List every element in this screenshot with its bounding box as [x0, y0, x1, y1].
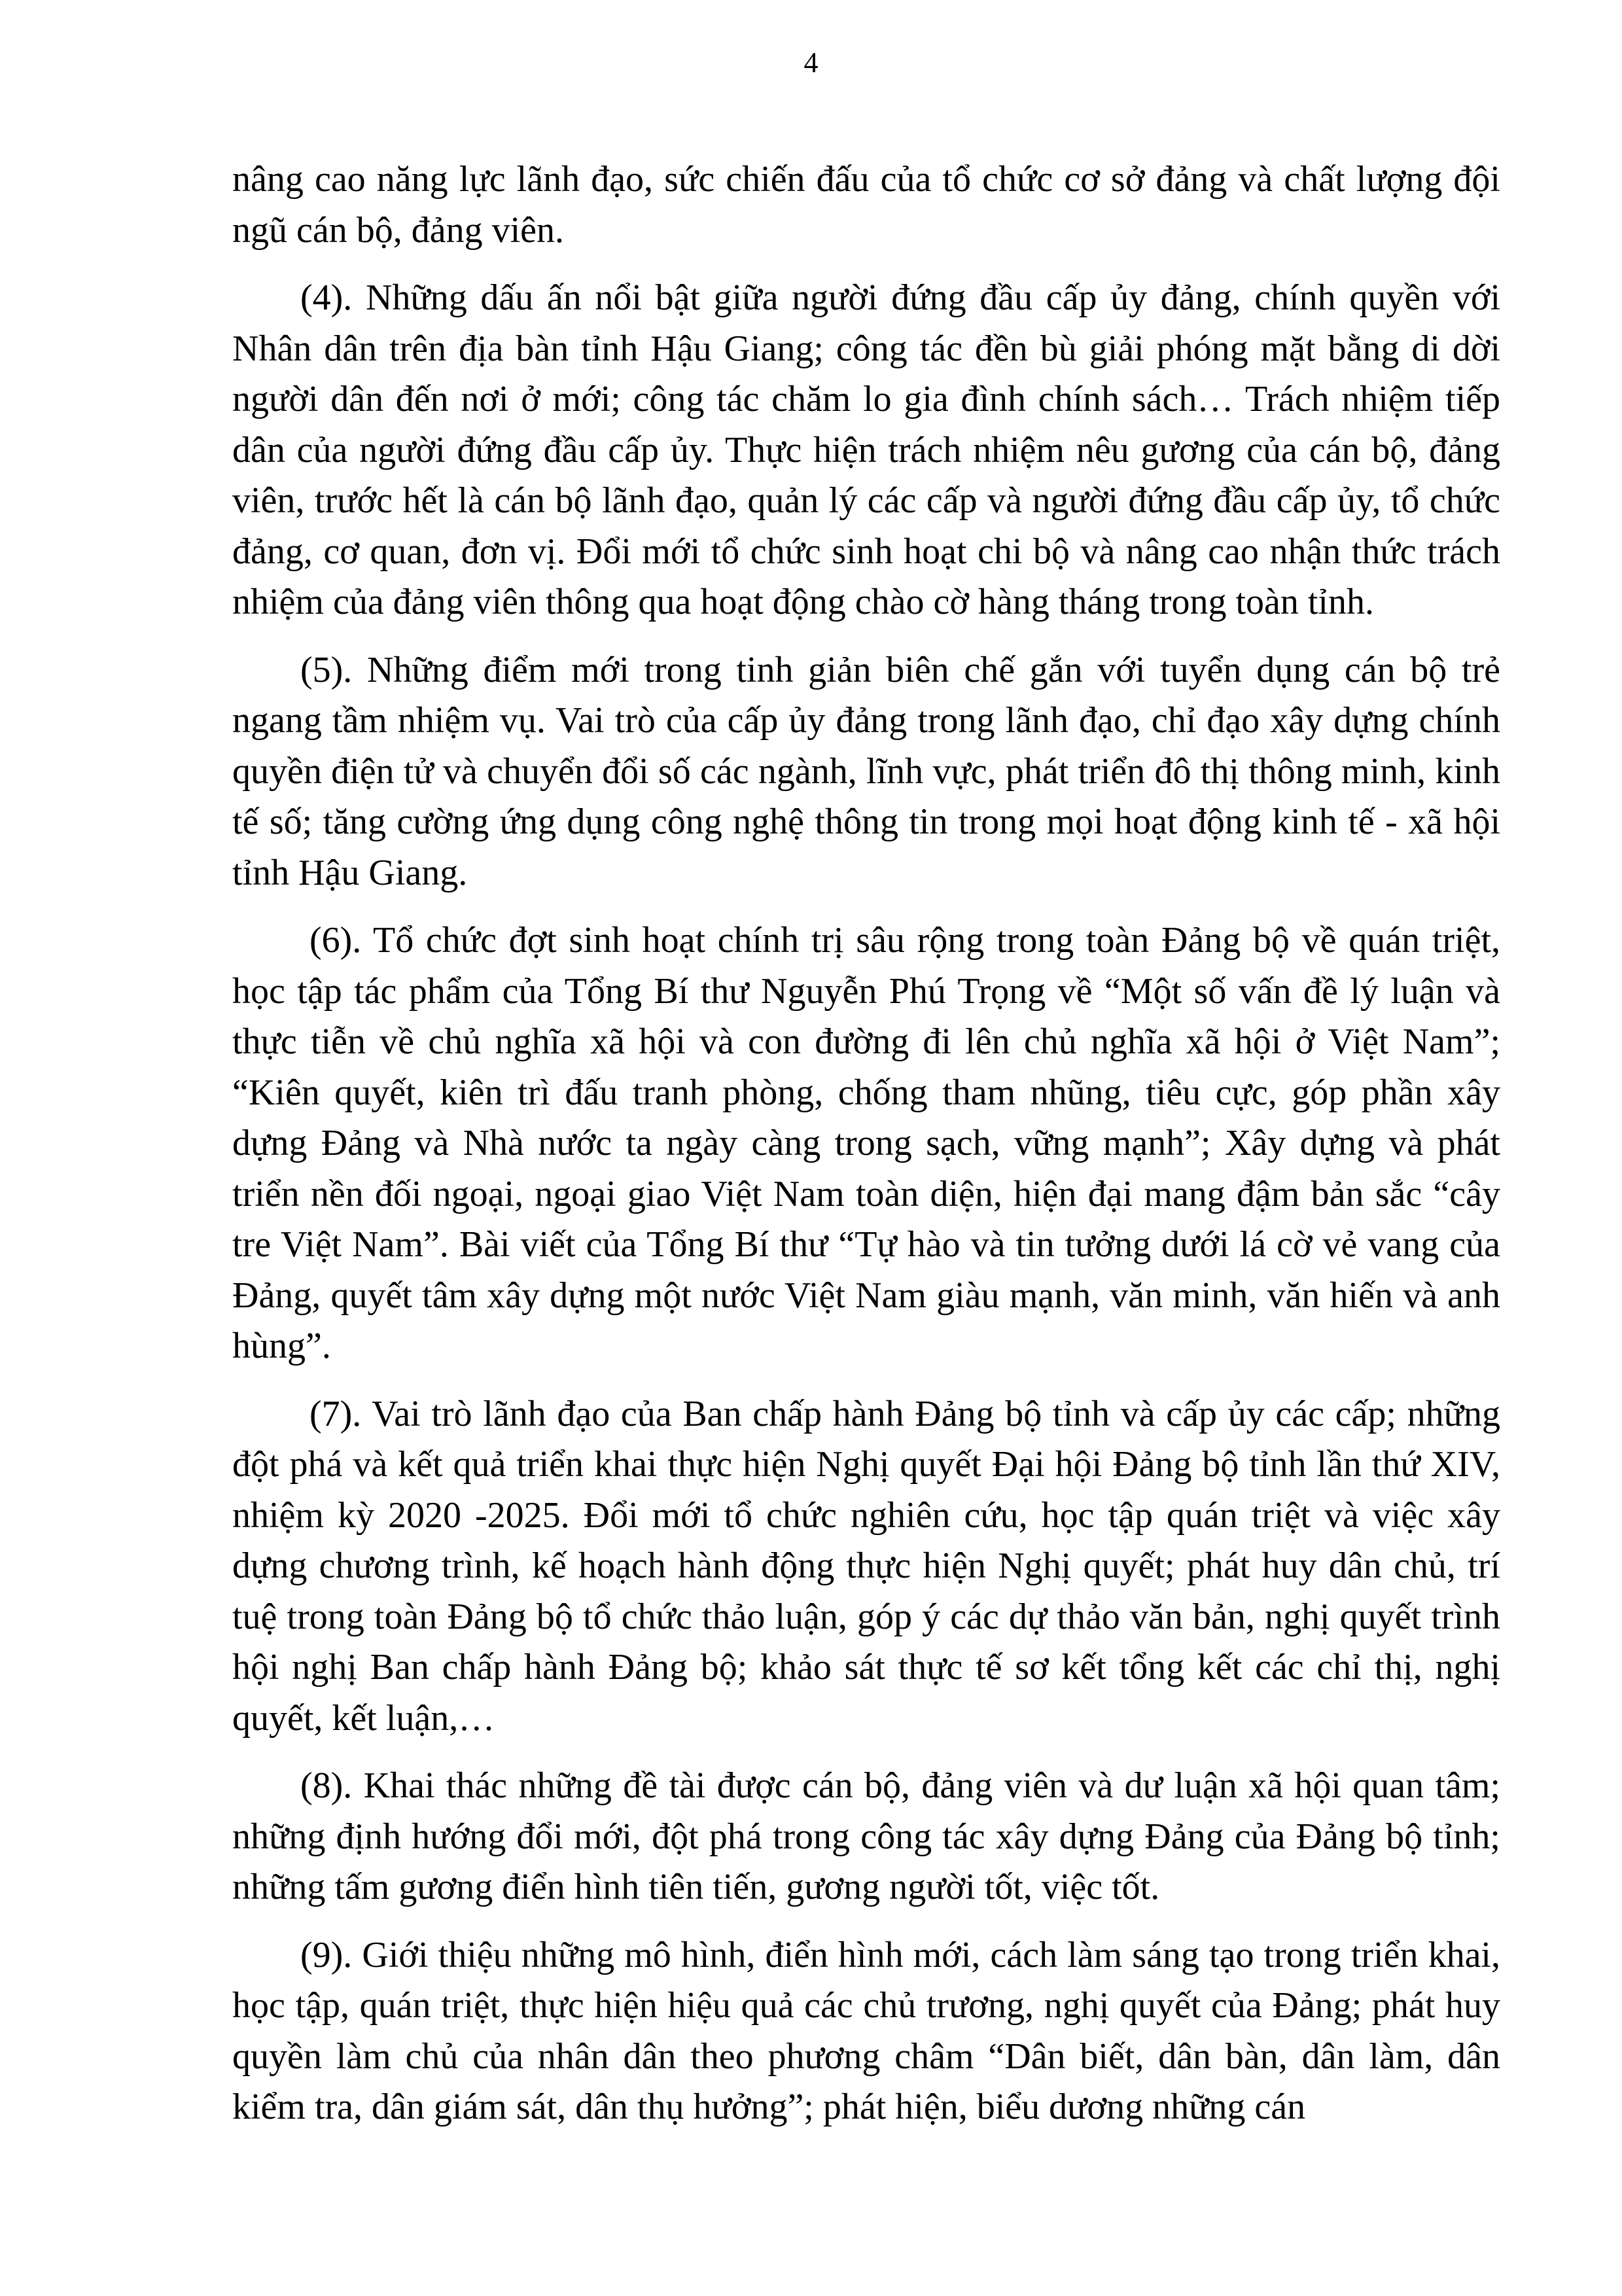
paragraph-item-6: (6). Tổ chức đợt sinh hoạt chính trị sâu rộng trong toàn Đảng bộ về quán triệt, học tập tác phẩm của Tổng Bí thư Nguyễn Phú Trọng về “Một số vấn đề lý luận và thực tiễn về chủ nghĩa xã hội và con đường đi lên chủ nghĩa xã hội ở Việt Nam”; “Kiên quyết, kiên trì đấu tranh phòng, chống tham nhũng, tiêu cực, góp phần xây dựng Đảng và Nhà nước ta ngày càng trong sạch, vững mạnh”; Xây dựng và phát triển nền đối ngoại, ngoại giao Việt Nam toàn diện, hiện đại mang đậm bản sắc “cây tre Việt Nam”. Bài viết của Tổng Bí thư “Tự hào và tin tưởng dưới lá cờ vẻ vang của Đảng, quyết tâm xây dựng một nước Việt Nam giàu mạnh, văn minh, văn hiến và anh hùng”. [232, 920, 1500, 1366]
paragraph-item-4: (4). Những dấu ấn nổi bật giữa người đứng đầu cấp ủy đảng, chính quyền với Nhân dân trên địa bàn tỉnh Hậu Giang; công tác đền bù giải phóng mặt bằng di dời người dân đến nơi ở mới; công tác chăm lo gia đình chính sách… Trách nhiệm tiếp dân của người đứng đầu cấp ủy. Thực hiện trách nhiệm nêu gương của cán bộ, đảng viên, trước hết là cán bộ lãnh đạo, quản lý các cấp và người đứng đầu cấp ủy, tổ chức đảng, cơ quan, đơn vị. Đổi mới tổ chức sinh hoạt chi bộ và nâng cao nhận thức trách nhiệm của đảng viên thông qua hoạt động chào cờ hàng tháng trong toàn tỉnh. [232, 277, 1500, 622]
paragraph-item-7: (7). Vai trò lãnh đạo của Ban chấp hành Đảng bộ tỉnh và cấp ủy các cấp; những đột phá và kết quả triển khai thực hiện Nghị quyết Đại hội Đảng bộ tỉnh lần thứ XIV, nhiệm kỳ 2020 -2025. Đổi mới tổ chức nghiên cứu, học tập quán triệt và việc xây dựng chương trình, kế hoạch hành động thực hiện Nghị quyết; phát huy dân chủ, trí tuệ trong toàn Đảng bộ tổ chức thảo luận, góp ý các dự thảo văn bản, nghị quyết trình hội nghị Ban chấp hành Đảng bộ; khảo sát thực tế sơ kết tổng kết các chỉ thị, nghị quyết, kết luận,… [232, 1393, 1500, 1739]
paragraph-item-9: (9). Giới thiệu những mô hình, điển hình mới, cách làm sáng tạo trong triển khai, học tập, quán triệt, thực hiện hiệu quả các chủ trương, nghị quyết của Đảng; phát huy quyền làm chủ của nhân dân theo phương châm “Dân biết, dân bàn, dân làm, dân kiểm tra, dân giám sát, dân thụ hưởng”; phát hiện, biểu dương những cán [232, 1934, 1500, 2127]
paragraph-item-5: (5). Những điểm mới trong tinh giản biên chế gắn với tuyển dụng cán bộ trẻ ngang tầm nhiệm vụ. Vai trò của cấp ủy đảng trong lãnh đạo, chỉ đạo xây dựng chính quyền điện tử và chuyển đổi số các ngành, lĩnh vực, phát triển đô thị thông minh, kinh tế số; tăng cường ứng dụng công nghệ thông tin trong mọi hoạt động kinh tế - xã hội tỉnh Hậu Giang. [232, 649, 1500, 893]
paragraph-continuation: nâng cao năng lực lãnh đạo, sức chiến đấu của tổ chức cơ sở đảng và chất lượng đội ngũ cán bộ, đảng viên. [232, 159, 1500, 251]
page-number: 4 [803, 46, 819, 79]
paragraph-item-8: (8). Khai thác những đề tài được cán bộ, đảng viên và dư luận xã hội quan tâm; những định hướng đổi mới, đột phá trong công tác xây dựng Đảng của Đảng bộ tỉnh; những tấm gương điển hình tiên tiến, gương người tốt, việc tốt. [232, 1765, 1500, 1907]
document-body [232, 154, 1500, 2150]
